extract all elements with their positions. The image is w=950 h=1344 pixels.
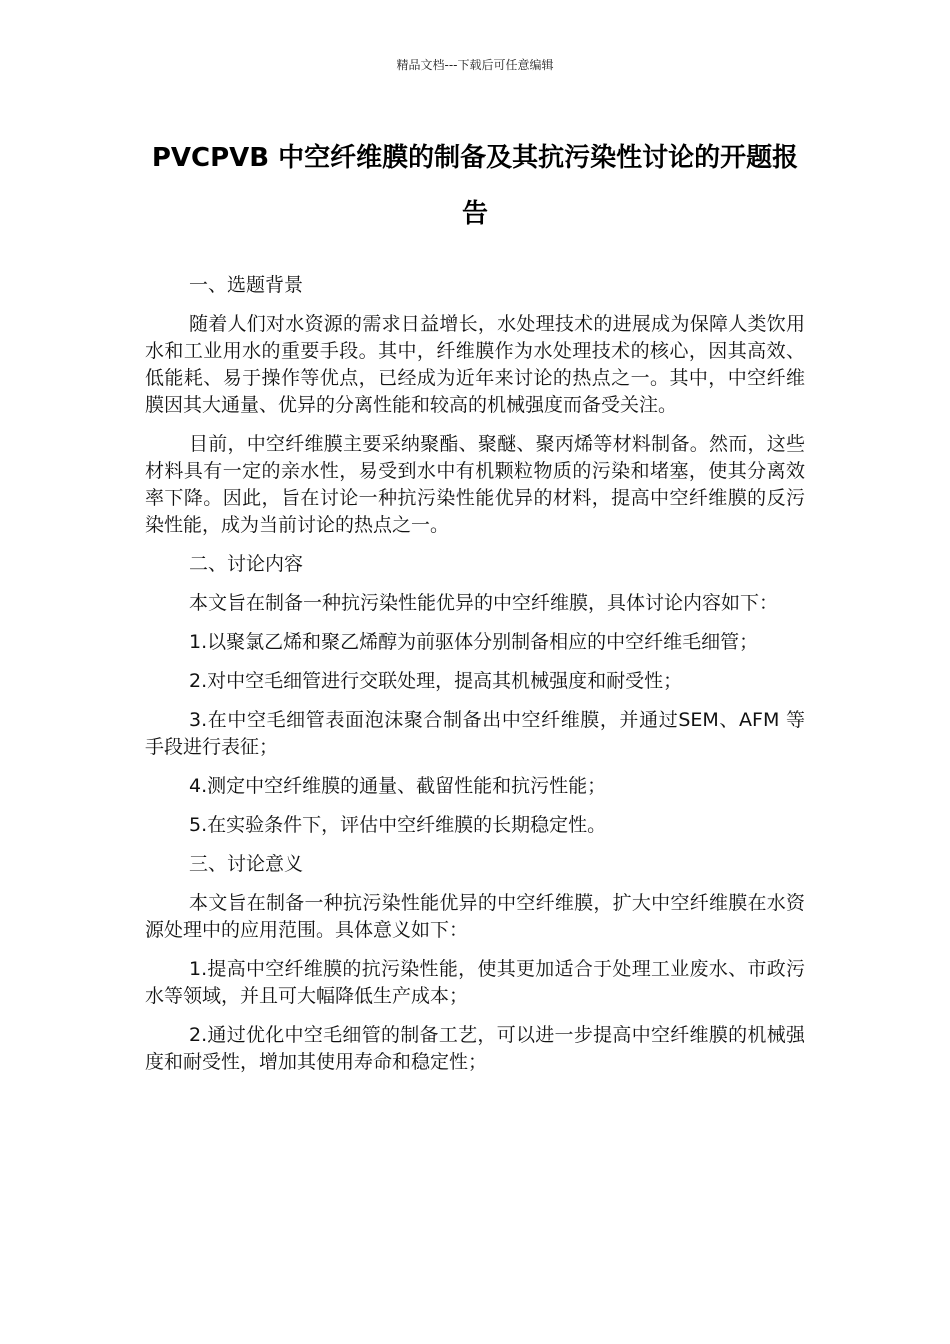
paragraph: 目前，中空纤维膜主要采纳聚酯、聚醚、聚丙烯等材料制备。然而，这些材料具有一定的亲水性，易受到水中有机颗粒物质的污染和堵塞，使其分离效率下降。因此，旨在讨论一种抗污染性能优异的材料，提高中空纤维膜的反污染性能，成为当前讨论的热点之一。 [145, 433, 805, 536]
list-item: 5.在实验条件下，评估中空纤维膜的长期稳定性。 [189, 814, 607, 836]
section-heading-background: 一、选题背景 [189, 274, 304, 296]
paragraph: 随着人们对水资源的需求日益增长，水处理技术的进展成为保障人类饮用水和工业用水的重要手段。其中，纤维膜作为水处理技术的核心，因其高效、低能耗、易于操作等优点，已经成为近年来讨论的热点之一。其中，中空纤维膜因其大通量、优异的分离性能和较高的机械强度而备受关注。 [145, 313, 805, 416]
document-title: PVCPVB 中空纤维膜的制备及其抗污染性讨论的开题报告 [151, 143, 799, 229]
page-header: 精品文档---下载后可任意编辑 [396, 58, 554, 72]
section-heading-significance: 三、讨论意义 [189, 853, 304, 875]
list-item: 1.提高中空纤维膜的抗污染性能，使其更加适合于处理工业废水、市政污水等领域，并且可大幅降低生产成本； [145, 958, 805, 1007]
section-heading-content: 二、讨论内容 [189, 553, 304, 575]
paragraph: 本文旨在制备一种抗污染性能优异的中空纤维膜，扩大中空纤维膜在水资源处理中的应用范围。具体意义如下： [145, 892, 805, 941]
paragraph: 本文旨在制备一种抗污染性能优异的中空纤维膜，具体讨论内容如下： [189, 592, 779, 614]
list-item: 2.对中空毛细管进行交联处理，提高其机械强度和耐受性； [189, 670, 683, 692]
list-item: 2.通过优化中空毛细管的制备工艺，可以进一步提高中空纤维膜的机械强度和耐受性，增加其使用寿命和稳定性； [145, 1024, 805, 1073]
list-item: 3.在中空毛细管表面泡沫聚合制备出中空纤维膜，并通过SEM、AFM 等手段进行表征； [145, 709, 805, 758]
list-item: 1.以聚氯乙烯和聚乙烯醇为前驱体分别制备相应的中空纤维毛细管； [189, 631, 759, 653]
list-item: 4.测定中空纤维膜的通量、截留性能和抗污性能； [189, 775, 607, 797]
document-body [145, 272, 805, 1088]
